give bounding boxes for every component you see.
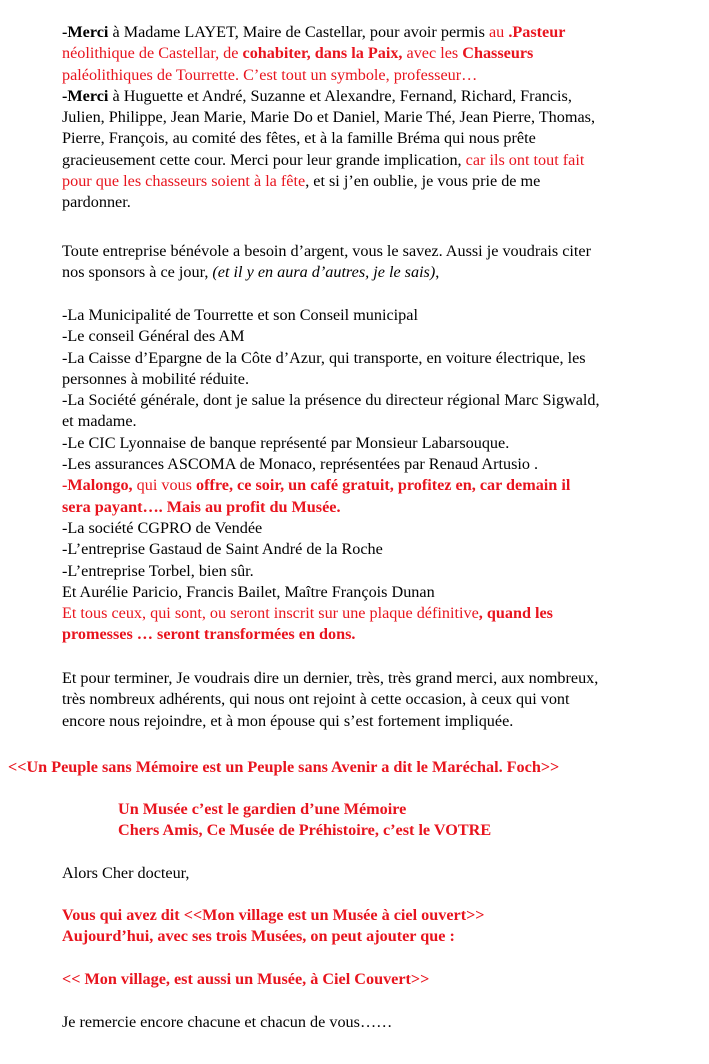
text-run: promesses … seront transformées en dons. xyxy=(62,625,356,644)
text-run: Et pour terminer, Je voudrais dire un dernier, très, très grand merci, aux nombreux, xyxy=(62,669,599,687)
text-line xyxy=(62,603,692,624)
text-run: pour que les chasseurs soient à la fête xyxy=(62,172,306,191)
text-line xyxy=(62,305,692,326)
text-line xyxy=(62,241,692,262)
text-run: paléolithiques de Tourrette. C’est tout un symbole, professeur… xyxy=(62,65,478,84)
text-run: à Huguette et André, Suzanne et Alexandre, Fernand, Richard, Francis, xyxy=(108,86,572,105)
text-line xyxy=(62,711,692,732)
text-run: encore nous rejoindre, et à mon épouse qui s’est fortement impliquée. xyxy=(62,711,514,730)
text-run: -La société CGPRO de Vendée xyxy=(62,518,263,537)
text-run: qui vous xyxy=(132,476,197,495)
text-run: Julien, Philippe, Jean Marie, Marie Do et Daniel, Marie Thé, Jean Pierre, Thomas, xyxy=(62,108,595,127)
sponsors-list xyxy=(62,305,692,646)
text-line xyxy=(62,65,692,86)
text-run: Chasseurs xyxy=(462,44,534,63)
text-line xyxy=(62,369,692,390)
text-run: , quand les xyxy=(478,604,553,623)
text-run: personnes à mobilité réduite. xyxy=(62,369,250,388)
text-run: Et Aurélie Paricio, Francis Bailet, Maître François Dunan xyxy=(62,582,435,601)
text-run: Toute entreprise bénévole a besoin d’argent, vous le savez. Aussi je voudrais citer xyxy=(62,242,591,260)
text-run: -La Municipalité de Tourrette et son Conseil municipal xyxy=(62,306,418,324)
text-line xyxy=(62,433,692,454)
text-line xyxy=(62,22,692,43)
text-line xyxy=(62,171,692,192)
text-run: -Merci xyxy=(62,86,109,105)
sponsors-intro-paragraph xyxy=(62,241,692,284)
text-run: néolithique de Castellar, de xyxy=(62,44,243,63)
text-run: -Les assurances ASCOMA de Monaco, représentées par Renaud Artusio . xyxy=(62,455,539,474)
village-line-2: Aujourd’hui, avec ses trois Musées, on peut ajouter que : xyxy=(62,927,455,946)
final-thanks-paragraph xyxy=(62,668,692,732)
text-line xyxy=(62,561,692,582)
text-run: .Pasteur xyxy=(508,23,566,41)
text-run: , xyxy=(435,263,440,282)
text-run: très nombreux adhérents, qui nous ont rejoint à cette occasion, à ceux qui vont xyxy=(62,690,570,709)
text-line xyxy=(62,539,692,560)
text-run: -La Caisse d’Epargne de la Côte d’Azur, qui transporte, en voiture électrique, les xyxy=(62,348,586,367)
text-run: (et il y en aura d’autres, je le sais) xyxy=(212,263,436,282)
text-run: sera payant…. Mais au profit du Musée. xyxy=(62,497,341,516)
salutation: Alors Cher docteur, xyxy=(62,864,190,882)
text-run: car ils ont tout fait xyxy=(465,150,585,169)
foch-quote: <<Un Peuple sans Mémoire est un Peuple sans Avenir a dit le Maréchal. Foch>> xyxy=(8,758,560,776)
text-line xyxy=(62,624,692,645)
text-run: -L’entreprise Torbel, bien sûr. xyxy=(62,561,254,580)
musee-line-2: Chers Amis, Ce Musée de Préhistoire, c’est le VOTRE xyxy=(118,821,492,840)
text-line xyxy=(62,518,692,539)
text-line xyxy=(62,86,692,107)
text-run: -La Société générale, dont je salue la présence du directeur régional Marc Sigwald, xyxy=(62,391,600,410)
text-line xyxy=(62,668,692,689)
text-line xyxy=(62,475,692,496)
text-line xyxy=(62,192,692,213)
closing-line: Je remercie encore chacune et chacun de vous…… xyxy=(62,1013,393,1031)
text-line xyxy=(62,689,692,710)
text-line xyxy=(62,411,692,432)
text-run: avec les xyxy=(402,44,463,63)
text-run: Pierre, François, au comité des fêtes, et à la famille Bréma qui nous prête xyxy=(62,129,536,148)
text-line xyxy=(62,497,692,518)
text-run: et madame. xyxy=(62,412,137,431)
text-line xyxy=(62,128,692,149)
text-run: -L’entreprise Gastaud de Saint André de la Roche xyxy=(62,540,383,559)
text-line xyxy=(62,262,692,283)
text-line xyxy=(62,150,692,171)
text-line xyxy=(62,390,692,411)
text-run: -Le CIC Lyonnaise de banque représenté par Monsieur Labarsouque. xyxy=(62,433,510,452)
text-run: -Le conseil Général des AM xyxy=(62,327,245,346)
text-run: au xyxy=(488,23,509,41)
village-statement xyxy=(62,905,692,948)
village-quote: << Mon village, est aussi un Musée, à Ciel Couvert>> xyxy=(62,970,430,988)
text-run: pardonner. xyxy=(62,193,131,212)
text-line xyxy=(62,326,692,347)
text-line xyxy=(62,582,692,603)
village-line-1: Vous qui avez dit <<Mon village est un Musée à ciel ouvert>> xyxy=(62,906,485,924)
musee-line-1: Un Musée c’est le gardien d’une Mémoire xyxy=(118,800,407,818)
text-run: Et tous ceux, qui sont, ou seront inscrit sur une plaque définitive xyxy=(62,604,479,623)
text-run: nos sponsors à ce jour, xyxy=(62,263,213,282)
text-run: cohabiter, dans la Paix, xyxy=(242,44,403,63)
thanks-paragraph xyxy=(62,22,692,214)
text-run: -Malongo, xyxy=(62,476,133,495)
text-run: à Madame LAYET, Maire de Castellar, pour avoir permis xyxy=(108,23,489,41)
text-run: offre, ce soir, un café gratuit, profitez en, car demain il xyxy=(196,476,571,495)
text-line xyxy=(62,43,692,64)
text-run: gracieusement cette cour. Merci pour leur grande implication, xyxy=(62,150,466,169)
text-run: , et si j’en oublie, je vous prie de me xyxy=(305,172,541,191)
musee-statement xyxy=(118,799,491,842)
text-line xyxy=(62,107,692,128)
text-line xyxy=(62,348,692,369)
text-run: -Merci xyxy=(62,23,109,41)
text-line xyxy=(62,454,692,475)
